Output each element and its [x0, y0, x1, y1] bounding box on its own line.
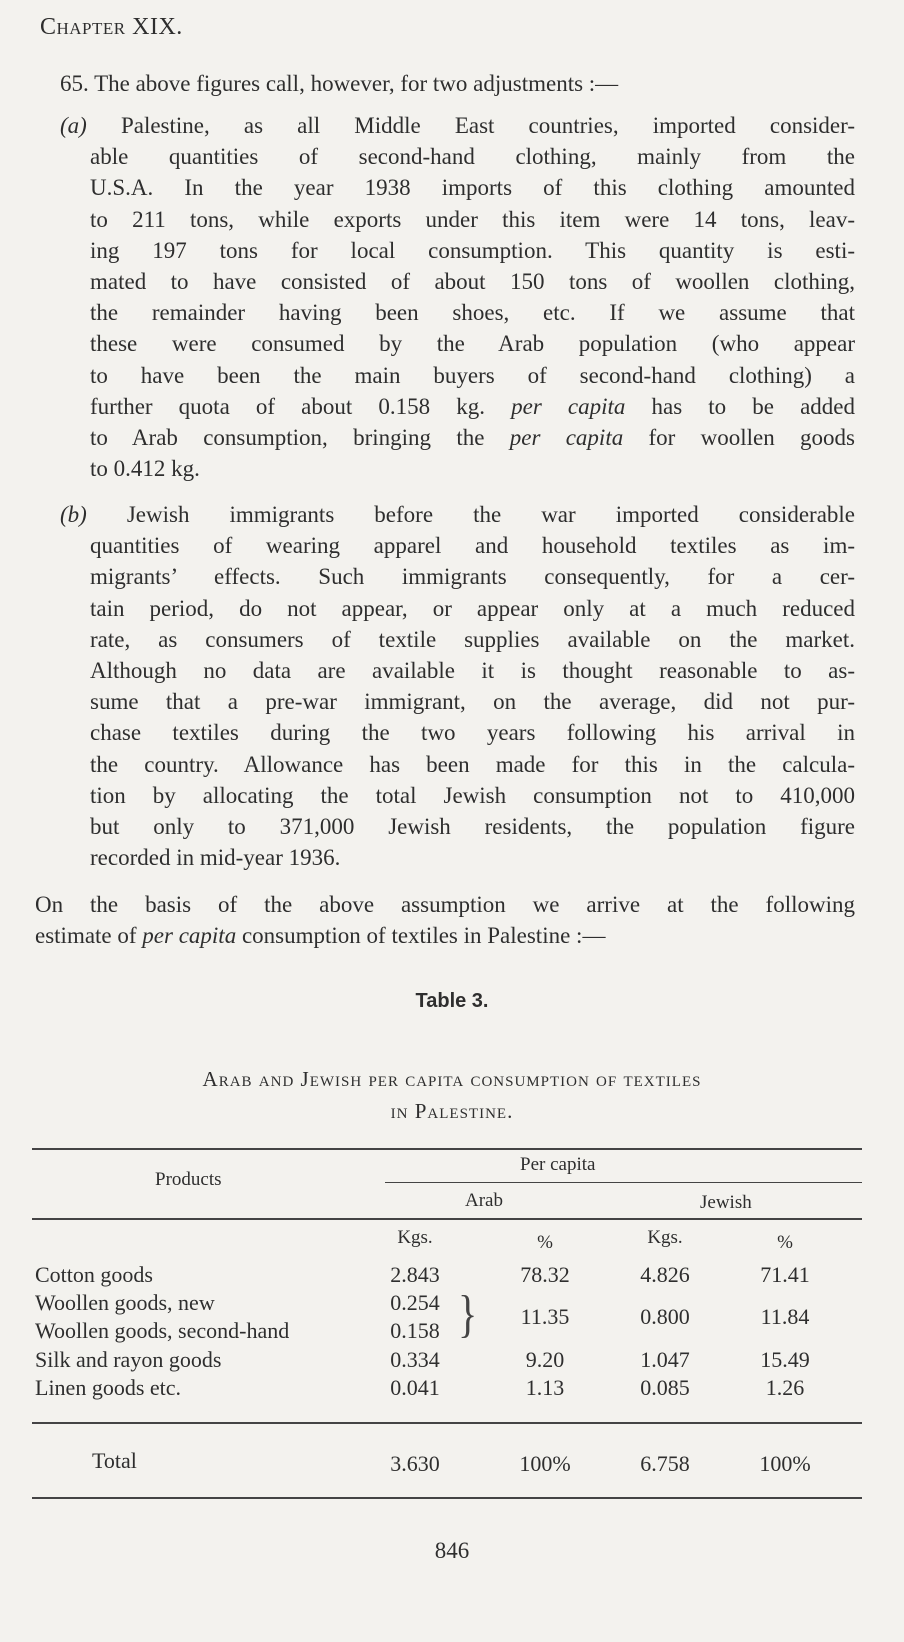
header-arab: Arab — [465, 1190, 503, 1211]
woollen-jewish-kgs: 0.800 — [640, 1304, 690, 1329]
chapter-heading: Chapter XIX. — [40, 14, 183, 40]
text-run: for woollen goods — [623, 424, 856, 450]
table-cell-arab-pct: 9.20 — [525, 1347, 565, 1372]
header-per-capita: Per capita — [520, 1154, 596, 1175]
header-jewish: Jewish — [700, 1192, 752, 1213]
table-cell-arab-kgs: 2.843 — [390, 1262, 440, 1287]
paragraph-basis — [35, 889, 855, 951]
table-cell-product: Woollen goods, new — [35, 1290, 215, 1315]
text-run: U.S.A. In the year 1938 imports of this clothing amounted — [90, 175, 855, 201]
paragraph-65 — [60, 68, 855, 99]
text-line — [90, 391, 855, 422]
text-line — [90, 593, 855, 624]
text-line — [90, 235, 855, 266]
table-caption: Table 3. — [415, 990, 489, 1012]
paragraph-b — [60, 499, 855, 873]
text-run: to have been the main buyers of second-hand clothing) a — [90, 362, 855, 388]
table-cell-jewish-pct: 1.26 — [765, 1375, 805, 1400]
text-run: 65. The above figures call, however, for two adjustments :— — [60, 71, 619, 96]
text-line — [35, 889, 855, 920]
text-line — [90, 172, 855, 203]
text-line — [90, 328, 855, 359]
table-cell-arab-pct: 1.13 — [525, 1375, 565, 1400]
per-capita-rule — [385, 1182, 862, 1183]
text-run: mated to have consisted of about 150 tons of woollen clothing, — [90, 268, 855, 294]
table-cell-product: Silk and rayon goods — [35, 1347, 222, 1372]
header-arab-pct: % — [537, 1232, 553, 1253]
text-line — [90, 453, 855, 484]
header-jewish-kgs: Kgs. — [647, 1227, 683, 1248]
header-products: Products — [155, 1169, 222, 1190]
table-cell-arab-kgs: 0.041 — [390, 1375, 440, 1400]
italic-text: per capita — [511, 393, 626, 419]
woollen-brace: } — [458, 1284, 478, 1343]
text-run: tain period, do not appear, or appear only at a much reduced — [90, 595, 855, 621]
table-cell-jewish-pct: 71.41 — [760, 1262, 810, 1287]
text-run: further quota of about 0.158 kg. — [90, 393, 512, 419]
text-run: tion by allocating the total Jewish consumption not to 410,000 — [90, 782, 855, 808]
table-cell-jewish-kgs: 4.826 — [640, 1262, 690, 1287]
text-run: to 0.412 kg. — [90, 456, 200, 482]
table-cell-product: Cotton goods — [35, 1262, 153, 1287]
italic-text: per capita — [142, 923, 237, 949]
text-line — [90, 204, 855, 235]
table-cell-product: Linen goods etc. — [35, 1375, 182, 1400]
text-run: consumption of textiles in Palestine :— — [236, 923, 606, 949]
table-cell-arab-pct: 78.32 — [520, 1262, 570, 1287]
table-cell-arab-kgs: 0.158 — [390, 1318, 440, 1343]
text-line — [90, 422, 855, 453]
page-number: 846 — [434, 1538, 470, 1563]
text-run: the country. Allowance has been made for this in the calcula- — [90, 751, 855, 777]
table-cell-arab-kgs: 0.254 — [390, 1290, 440, 1315]
total-arab-kgs: 3.630 — [390, 1451, 440, 1476]
text-run: ing 197 tons for local consumption. This quantity is esti- — [90, 237, 855, 263]
text-line — [60, 499, 855, 530]
text-run: migrants’ effects. Such immigrants consequently, for a cer- — [90, 564, 855, 590]
table-bottom-rule — [32, 1497, 862, 1499]
text-run: has to be added — [625, 393, 855, 419]
table-cell-jewish-pct: 15.49 — [760, 1347, 810, 1372]
text-line — [90, 561, 855, 592]
text-run: sume that a pre-war immigrant, on the average, did not pur- — [90, 689, 855, 715]
italic-text: (b) — [60, 502, 87, 527]
table-title: Arab and Jewish per capita consumption of textiles — [202, 1067, 702, 1091]
text-line — [90, 842, 855, 873]
italic-text: (a) — [60, 113, 87, 138]
text-line — [90, 530, 855, 561]
total-arab-pct: 100% — [519, 1451, 571, 1476]
text-run: quantities of wearing apparel and household textiles as im- — [90, 533, 855, 559]
text-run: to Arab consumption, bringing the — [90, 424, 510, 450]
table-title-line2: in Palestine. — [390, 1099, 514, 1123]
text-run: Jewish immigrants before the war imported considerable — [86, 502, 855, 527]
text-line — [90, 624, 855, 655]
text-run: On the basis of the above assumption we arrive at the following — [35, 892, 855, 917]
table-cell-jewish-kgs: 0.085 — [640, 1375, 690, 1400]
italic-text: per capita — [509, 424, 624, 450]
text-run: the remainder having been shoes, etc. If we assume that — [90, 300, 855, 326]
text-line — [90, 686, 855, 717]
text-line — [90, 717, 855, 748]
text-line — [90, 811, 855, 842]
text-run: estimate of — [35, 923, 143, 949]
text-run: Palestine, as all Middle East countries, imported consider- — [86, 113, 855, 138]
text-run: rate, as consumers of textile supplies available on the market. — [90, 626, 855, 652]
total-jewish-kgs: 6.758 — [640, 1451, 690, 1476]
text-line — [90, 749, 855, 780]
text-run: recorded in mid-year 1936. — [90, 845, 341, 871]
header-jewish-pct: % — [777, 1232, 793, 1253]
text-run: able quantities of second-hand clothing, mainly from the — [90, 144, 855, 170]
text-run: Although no data are available it is thought reasonable to as- — [90, 657, 855, 683]
table-cell-product: Woollen goods, second-hand — [35, 1318, 290, 1343]
total-rule — [32, 1422, 862, 1424]
total-label: Total — [92, 1448, 137, 1473]
woollen-jewish-pct: 11.84 — [760, 1304, 810, 1329]
text-line — [90, 780, 855, 811]
header-arab-kgs: Kgs. — [397, 1227, 433, 1248]
woollen-arab-pct: 11.35 — [520, 1304, 570, 1329]
text-line — [90, 655, 855, 686]
total-jewish-pct: 100% — [759, 1451, 811, 1476]
text-run: chase textiles during the two years following his arrival in — [90, 720, 855, 746]
table-top-rule — [32, 1148, 862, 1150]
text-run: but only to 371,000 Jewish residents, the population figure — [90, 813, 855, 839]
text-line — [60, 68, 855, 99]
text-line — [90, 266, 855, 297]
text-run: these were consumed by the Arab population (who appear — [90, 331, 855, 357]
text-run: to 211 tons, while exports under this item were 14 tons, leav- — [90, 206, 855, 232]
text-line — [90, 297, 855, 328]
table-cell-jewish-kgs: 1.047 — [640, 1347, 690, 1372]
text-line — [60, 110, 855, 141]
text-line — [90, 360, 855, 391]
text-line — [90, 141, 855, 172]
paragraph-a — [60, 110, 855, 484]
text-line — [35, 920, 855, 951]
header-rule — [32, 1218, 862, 1220]
table-cell-arab-kgs: 0.334 — [390, 1347, 440, 1372]
